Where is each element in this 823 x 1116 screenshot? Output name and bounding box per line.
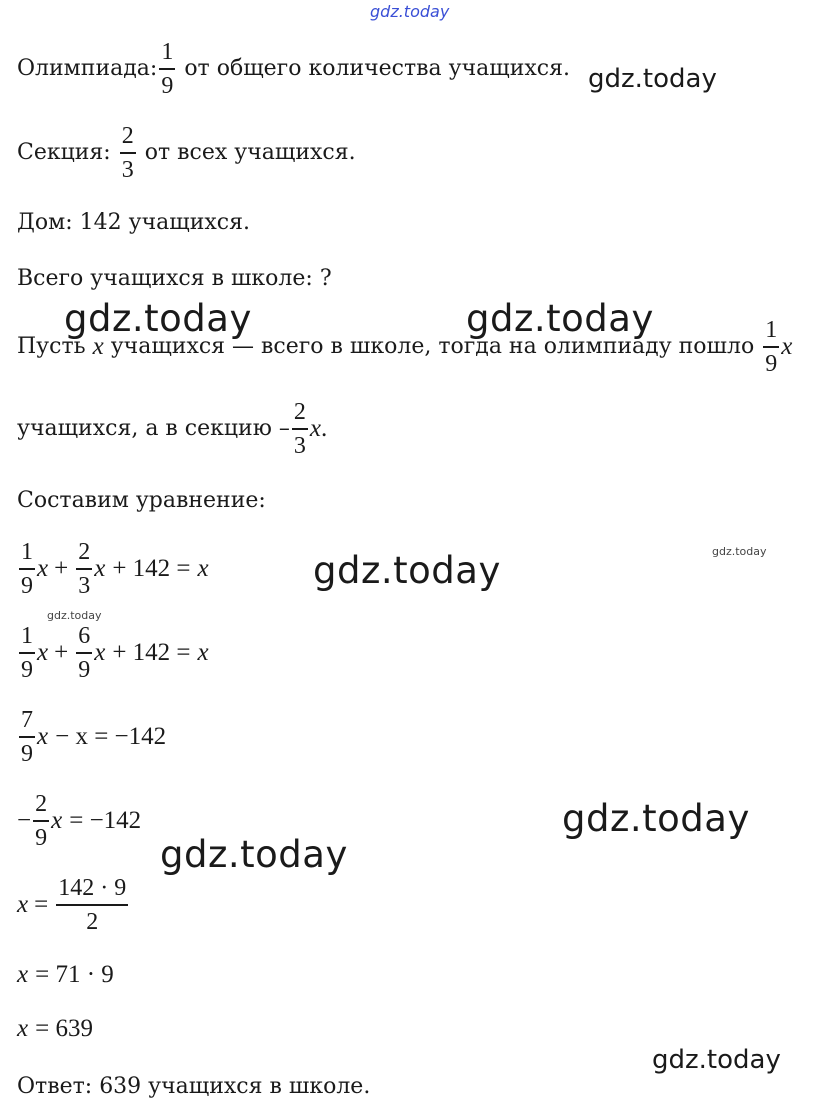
compose-line: Составим уравнение:	[17, 488, 266, 513]
let-line-2	[17, 400, 327, 458]
equation-5	[17, 876, 130, 934]
variable-x: x	[51, 807, 63, 835]
fraction-numerator: 1	[161, 39, 174, 65]
let-text-start: Пусть	[17, 333, 86, 359]
variable-x: x	[17, 961, 29, 988]
equation-1	[17, 540, 209, 598]
eq4-fraction	[33, 792, 49, 850]
fraction-numerator: 7	[21, 707, 33, 733]
equals-sign: =	[34, 891, 49, 919]
watermark: gdz.today	[313, 549, 501, 592]
fraction-numerator: 142 · 9	[58, 875, 127, 901]
section-tail: от всех учащихся.	[144, 139, 356, 165]
equation-4	[17, 792, 141, 850]
eq1-rest: + 142 =	[112, 555, 191, 583]
fraction-numerator: 1	[21, 623, 33, 649]
let2-text: учащихся, а в секцию –	[17, 415, 290, 441]
variable-x: x	[17, 891, 29, 919]
let-text-rest: учащихся — всего в школе, тогда на олимпиаду пошло	[110, 333, 755, 359]
watermark: gdz.today	[652, 1045, 781, 1075]
fraction-denominator: 9	[78, 656, 91, 683]
fraction-numerator: 2	[35, 791, 48, 817]
fraction-denominator: 9	[765, 350, 778, 377]
variable-x: x	[37, 723, 49, 751]
variable-x: x	[309, 415, 321, 443]
minus-sign: −	[17, 807, 32, 835]
eq5-fraction	[56, 876, 128, 934]
let-line-1	[17, 318, 792, 376]
variable-x: x	[37, 555, 49, 583]
fraction-numerator: 2	[78, 539, 91, 565]
fraction-denominator: 3	[121, 156, 134, 183]
eq7-rest: = 639	[35, 1015, 93, 1042]
olympiad-tail: от общего количества учащихся.	[184, 55, 570, 81]
plus-sign: +	[54, 555, 69, 583]
fraction-numerator: 2	[293, 399, 306, 425]
eq1-fraction-2	[76, 540, 92, 598]
olympiad-fraction	[159, 40, 175, 98]
equation-2	[17, 624, 209, 682]
fraction-denominator: 9	[35, 824, 48, 851]
fraction-numerator: 2	[121, 123, 134, 149]
variable-x: x	[94, 639, 106, 667]
eq2-rest: + 142 =	[112, 639, 191, 667]
variable-x: x	[197, 639, 209, 667]
watermark: gdz.today	[47, 609, 102, 622]
variable-x: x	[37, 639, 49, 667]
total-line: Всего учащихся в школе: ?	[17, 266, 332, 291]
period: .	[320, 415, 328, 443]
olympiad-line	[17, 40, 570, 98]
eq3-fraction	[19, 708, 35, 766]
watermark: gdz.today	[64, 297, 252, 340]
equation-3	[17, 708, 166, 766]
section-fraction	[120, 124, 136, 182]
variable-x: x	[781, 333, 793, 361]
eq2-fraction-2	[76, 624, 92, 682]
fraction-denominator: 2	[86, 908, 99, 935]
fraction-denominator: 3	[293, 432, 306, 459]
fraction-denominator: 9	[21, 572, 33, 599]
answer-line: Ответ: 639 учащихся в школе.	[17, 1074, 371, 1099]
section-label: Секция:	[17, 139, 111, 165]
section-line	[17, 124, 356, 182]
eq4-rest: = −142	[69, 807, 142, 835]
eq3-rest: − x = −142	[55, 723, 167, 751]
variable-x: x	[94, 555, 106, 583]
fraction-numerator: 1	[21, 539, 33, 565]
watermark: gdz.today	[588, 64, 717, 94]
plus-sign: +	[54, 639, 69, 667]
variable-x: x	[17, 1015, 29, 1042]
variable-x: x	[197, 555, 209, 583]
watermark: gdz.today	[160, 833, 348, 876]
let-fraction	[763, 318, 779, 376]
fraction-denominator: 9	[21, 740, 33, 767]
let2-fraction	[292, 400, 308, 458]
eq2-fraction-1	[19, 624, 35, 682]
watermark: gdz.today	[712, 545, 767, 558]
fraction-numerator: 1	[765, 317, 778, 343]
fraction-denominator: 9	[21, 656, 33, 683]
variable-x: x	[92, 333, 104, 361]
olympiad-label: Олимпиада:	[17, 55, 158, 81]
fraction-denominator: 3	[78, 572, 91, 599]
watermark: gdz.today	[466, 297, 654, 340]
watermark-top: gdz.today	[370, 2, 450, 21]
eq6-rest: = 71 · 9	[35, 961, 114, 988]
equation-6	[17, 962, 114, 987]
eq1-fraction-1	[19, 540, 35, 598]
fraction-numerator: 6	[78, 623, 91, 649]
fraction-denominator: 9	[161, 72, 174, 99]
home-line: Дом: 142 учащихся.	[17, 210, 250, 235]
watermark: gdz.today	[562, 797, 750, 840]
equation-7	[17, 1016, 93, 1041]
